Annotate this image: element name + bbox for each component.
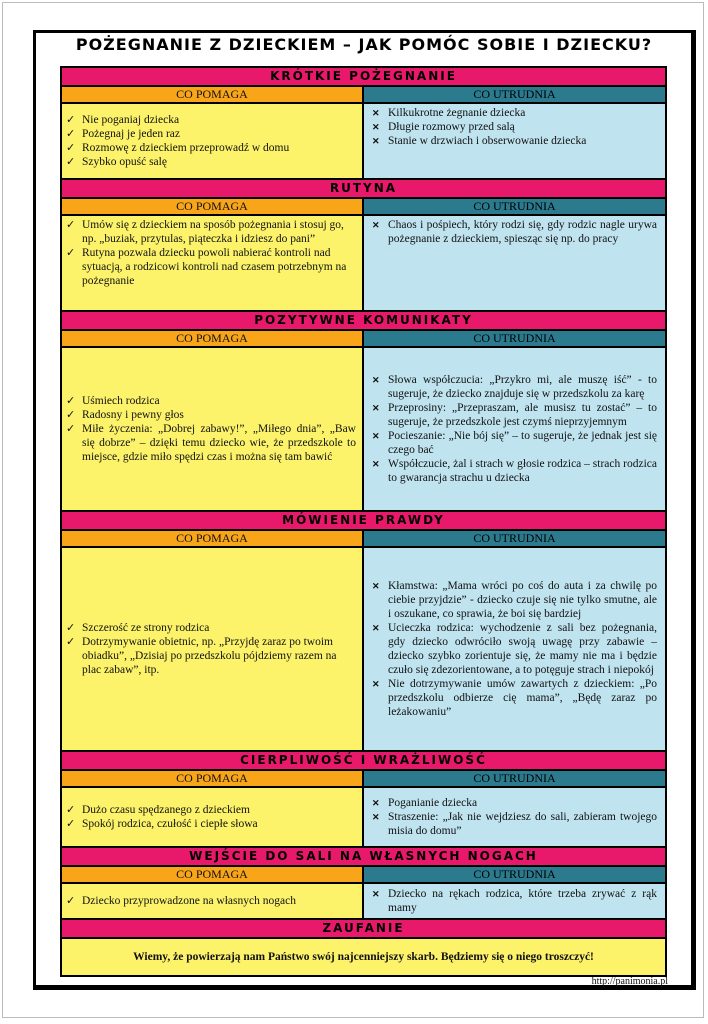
helps-cell [62,348,364,510]
hinders-item: ✕ Przeprosiny: „Przepraszam, ale musisz tu zostać” – to sugeruje, że przedszkole jest czymś nieprzyjemnym [372,401,657,429]
hinders-item: ✕ Ucieczka rodzica: wychodzenie z sali bez pożegnania, gdy dziecko odwróciło swoją uwagę przy zabawie – dziecko szybko zorientuje się, że mamy nie ma i będzie czuło się zdezorientowane, a to potęguje strach i niepokój [372,621,657,677]
hinders-item: ✕ Poganianie dziecka [372,796,657,810]
section-title-positive-messages: POZYTYWNE KOMUNIKATY [62,312,665,331]
hinders-header: CO UTRUDNIA [364,867,665,882]
hinders-header: CO UTRUDNIA [364,331,665,346]
column-headers [62,771,665,788]
section-title-telling-truth: MÓWIENIE PRAWDY [62,512,665,531]
section-title-routine: RUTYNA [62,180,665,199]
section-title-patience: CIERPLIWOŚĆ I WRAŻLIWOŚĆ [62,752,665,771]
helps-header: CO POMAGA [62,199,364,214]
section-title-trust: ZAUFANIE [62,920,665,939]
section-row [62,348,665,512]
hinders-item: ✕ Kłamstwa: „Mama wróci po coś do auta i za chwilę po ciebie przyjdzie” - dziecko czuje się nie tylko smutne, ale i oszukane, co sprawia, że boi się bardziej [372,579,657,621]
helps-item: ✓ Radosny i pewny głos [80,408,356,422]
helps-item: ✓ Nie poganiaj dziecka [80,113,356,127]
helps-item: ✓ Rozmowę z dzieckiem przeprowadź w domu [80,141,356,155]
helps-item: ✓ Uśmiech rodzica [80,394,356,408]
section-row [62,104,665,180]
helps-item: ✓ Spokój rodzica, czułość i ciepłe słowa [80,817,356,831]
helps-cell [62,216,364,310]
helps-item: ✓ Dużo czasu spędzanego z dzieckiem [80,803,356,817]
hinders-header: CO UTRUDNIA [364,87,665,102]
section-title-own-feet: WEJŚCIE DO SALI NA WŁASNYCH NOGACH [62,848,665,867]
column-headers [62,867,665,884]
helps-header: CO POMAGA [62,87,364,102]
helps-cell [62,104,364,178]
hinders-item: ✕ Współczucie, żal i strach w głosie rodzica – strach rodzica to gwarancja strachu u dziecka [372,457,657,485]
hinders-cell [364,788,665,846]
hinders-item: ✕ Długie rozmowy przed salą [372,120,657,134]
helps-item: ✓ Pożegnaj je jeden raz [80,127,356,141]
column-headers [62,87,665,104]
hinders-header: CO UTRUDNIA [364,199,665,214]
helps-item: ✓ Dziecko przyprowadzone na własnych nogach [80,894,356,908]
page-title: POŻEGNANIE Z DZIECKIEM – JAK POMÓC SOBIE I DZIECKU? [75,35,653,54]
section-row [62,548,665,752]
hinders-item: ✕ Dziecko na rękach rodzica, które trzeba zrywać z rąk mamy [372,887,657,915]
section-row [62,884,665,920]
hinders-item: ✕ Pocieszanie: „Nie bój się” – to sugeruje, że jednak jest się czego bać [372,429,657,457]
helps-item: ✓ Szczerość ze strony rodzica [80,621,356,635]
section-row [62,788,665,848]
helps-item: ✓ Umów się z dzieckiem na sposób pożegnania i stosuj go, np. „buziak, przytulas, piąteczka i idziesz do pani” [80,218,356,246]
closing-message: Wiemy, że powierzają nam Państwo swój najcenniejszy skarb. Będziemy się o niego troszczyć! [62,939,665,975]
column-headers [62,199,665,216]
hinders-header: CO UTRUDNIA [364,531,665,546]
hinders-item: ✕ Stanie w drzwiach i obserwowanie dziecka [372,134,657,148]
hinders-item: ✕ Chaos i pośpiech, który rodzi się, gdy rodzic nagle urywa pożegnanie z dzieckiem, spiesząc się np. do pracy [372,218,657,246]
hinders-cell [364,104,665,178]
helps-item: ✓ Szybko opuść salę [80,155,356,169]
hinders-cell [364,884,665,918]
section-row [62,216,665,312]
helps-cell [62,548,364,750]
hinders-cell [364,348,665,510]
hinders-item: ✕ Kilkukrotne żegnanie dziecka [372,106,657,120]
section-title-short-goodbye: KRÓTKIE POŻEGNANIE [62,68,665,87]
column-headers [62,331,665,348]
guide-table [60,66,667,977]
hinders-item: ✕ Słowa współczucia: „Przykro mi, ale muszę iść” - to sugeruje, że dziecko znajduje się w przedszkolu za karę [372,373,657,401]
helps-header: CO POMAGA [62,771,364,786]
column-headers [62,531,665,548]
footer-url: http://panimonia.pl [591,976,668,987]
helps-header: CO POMAGA [62,867,364,882]
helps-cell [62,884,364,918]
hinders-item: ✕ Straszenie: „Jak nie wejdziesz do sali, zabieram twojego misia do domu” [372,810,657,838]
helps-header: CO POMAGA [62,531,364,546]
helps-item: ✓ Rutyna pozwala dziecku powoli nabierać kontroli nad sytuacją, a rodzicowi kontroli nad czasem potrzebnym na pożegnanie [80,246,356,288]
helps-cell [62,788,364,846]
helps-item: ✓ Dotrzymywanie obietnic, np. „Przyjdę zaraz po twoim obiadku”, „Dzisiaj po przedszkolu pójdziemy razem na plac zabaw”, itp. [80,635,356,677]
hinders-item: ✕ Nie dotrzymywanie umów zawartych z dzieckiem: „Po przedszkolu odbierze cię mama”, „Będę zaraz po leżakowaniu” [372,677,657,719]
hinders-cell [364,548,665,750]
helps-header: CO POMAGA [62,331,364,346]
hinders-header: CO UTRUDNIA [364,771,665,786]
helps-item: ✓ Miłe życzenia: „Dobrej zabawy!”, „Miłego dnia”, „Baw się dobrze” – dzięki temu dziecko wie, że przedszkole to miejsce, gdzie miło spędzi czas i można się tam bawić [80,422,356,464]
hinders-cell [364,216,665,310]
